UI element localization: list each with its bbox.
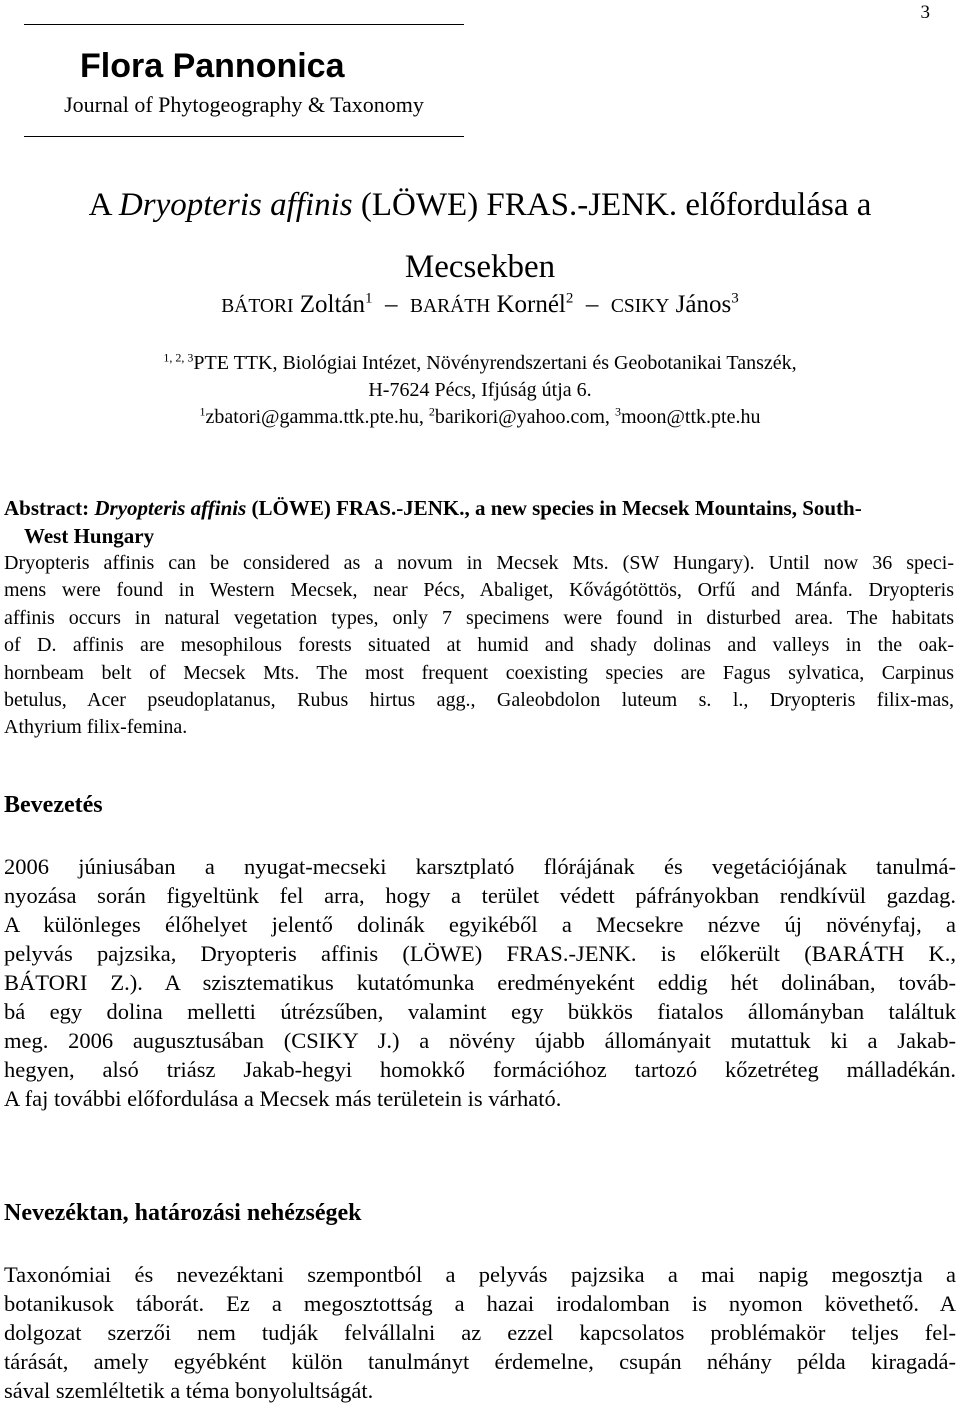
section-body-nomenclature xyxy=(4,1260,956,1405)
author-list: BÁTORI Zoltán$^1$ – BARÁTH Kornél$^2$ – CSIKY János$^3$ xyxy=(221,290,739,318)
email-link[interactable]: zbatori@gamma.ttk.pte.hu, xyxy=(205,406,424,428)
article-title xyxy=(0,174,960,298)
header-rule-top xyxy=(24,24,464,25)
paragraph-line: 2006 júniusában a nyugat-mecseki karsztplató flórájának és vegetációjának tanulmá- xyxy=(4,854,956,879)
article-title-line-2: Mecsekben xyxy=(404,249,556,285)
journal-subtitle: Journal of Phytogeography & Taxonomy xyxy=(64,92,424,117)
paragraph-line: tárását, amely egyébként külön tanulmányt érdemelne, csupán néhány példa kiragadá- xyxy=(4,1349,956,1374)
paragraph-line: sával szemléltetik a téma bonyolultságát. xyxy=(4,1378,374,1403)
email-link[interactable]: barikori@yahoo.com, xyxy=(434,406,610,428)
header-rule-bottom xyxy=(24,136,464,137)
abstract-line: affinis occurs in natural vegetation types, only 7 specimens were found in disturbed area. The habitats xyxy=(4,606,954,629)
paragraph-line: dolgozat szerzői nem tudják felvállalni az ezzel kapcsolatos problémakör teljes fel- xyxy=(4,1320,956,1345)
section-body-intro xyxy=(4,852,956,1113)
affiliation xyxy=(0,350,960,431)
author: BÁTORI Zoltán$^1$ xyxy=(221,290,373,318)
author: CSIKY János$^3$ xyxy=(610,290,739,318)
affiliation-line-1: $^{1, 2, 3}$PTE TTK, Biológiai Intézet, Növényrendszertani és Geobotanikai Tanszék, xyxy=(163,350,797,374)
paragraph-line: hegyen, alsó triász Jakab-hegyi homokkő formációhoz tartozó kőzetréteg málladékán. xyxy=(4,1057,956,1082)
abstract-line: of D. affinis are mesophilous forests situated at humid and shady dolinas and valleys in the oak- xyxy=(4,634,954,657)
paragraph-line: bá egy dolina melletti útrézsűben, valamint egy bükkös fiatalos állományban találtuk xyxy=(4,999,956,1024)
section-heading-intro: Bevezetés xyxy=(4,792,103,818)
affiliation-line-2: H-7624 Pécs, Ifjúság útja 6. xyxy=(368,379,592,401)
paragraph-line: A faj további előfordulása a Mecsek más területein is várható. xyxy=(4,1086,562,1111)
abstract-line: betulus, Acer pseudoplatanus, Rubus hirtus agg., Galeobdolon luteum s. l., Dryopteris filix-mas, xyxy=(4,689,954,712)
paragraph-line: nyozása során figyeltünk fel arra, hogy a terület védett páfrányokban rendkívül gazdag. xyxy=(4,883,956,908)
paragraph-line: botanikusok táborát. Ez a megosztottság a hazai irodalomban is nyomon követhető. A xyxy=(4,1291,956,1316)
paragraph-line: Taxonómiai és nevezéktani szempontból a pelyvás pajzsika a mai napig megosztja a xyxy=(4,1262,956,1287)
abstract-line: mens were found in Western Mecsek, near Pécs, Abaliget, Kővágótöttös, Orfű and Mánfa. Dryopteris xyxy=(4,579,954,602)
journal-title: Flora Pannonica xyxy=(80,47,345,85)
abstract-body xyxy=(4,550,954,742)
article-title-line-1: A Dryopteris affinis (LÖWE) FRAS.-JENK. előfordulása a xyxy=(88,187,872,223)
abstract-title: Abstract: Dryopteris affinis (LÖWE) FRAS.-JENK., a new species in Mecsek Mountains, South- West Hungary xyxy=(4,496,862,548)
abstract-line: hornbeam belt of Mecsek Mts. The most frequent coexisting species are Fagus sylvatica, Carpinus xyxy=(4,661,954,684)
section-heading-nomenclature: Nevezéktan, határozási nehézségek xyxy=(4,1200,362,1226)
email-list: $^1$zbatori@gamma.ttk.pte.hu, $^2$barikori@yahoo.com, $^3$moon@ttk.pte.hu xyxy=(199,404,761,428)
author: BARÁTH Kornél$^2$ xyxy=(410,290,574,318)
paragraph-line: meg. 2006 augusztusában (CSIKY J.) a növény újabb állományait mutattuk ki a Jakab- xyxy=(4,1028,956,1053)
title-species: Dryopteris affinis xyxy=(118,187,353,223)
paragraph-line: BÁTORI Z.). A szisztematikus kutatómunka eredményeként eddig hét dolinában, továb- xyxy=(4,970,956,995)
email-link[interactable]: moon@ttk.pte.hu xyxy=(620,406,761,428)
abstract-line: Dryopteris affinis can be considered as a novum in Mecsek Mts. (SW Hungary). Until now 36 speci- xyxy=(4,552,954,574)
paragraph-line: A különleges élőhelyet jelentő dolinák egyikéből a Mecsekre nézve új növényfaj, a xyxy=(4,912,956,937)
paragraph-line: pelyvás pajzsika, Dryopteris affinis (LÖWE) FRAS.-JENK. is előkerült (BARÁTH K., xyxy=(4,941,956,966)
abstract-line: Athyrium filix-femina. xyxy=(4,716,188,739)
page-number: 3 xyxy=(920,2,930,23)
